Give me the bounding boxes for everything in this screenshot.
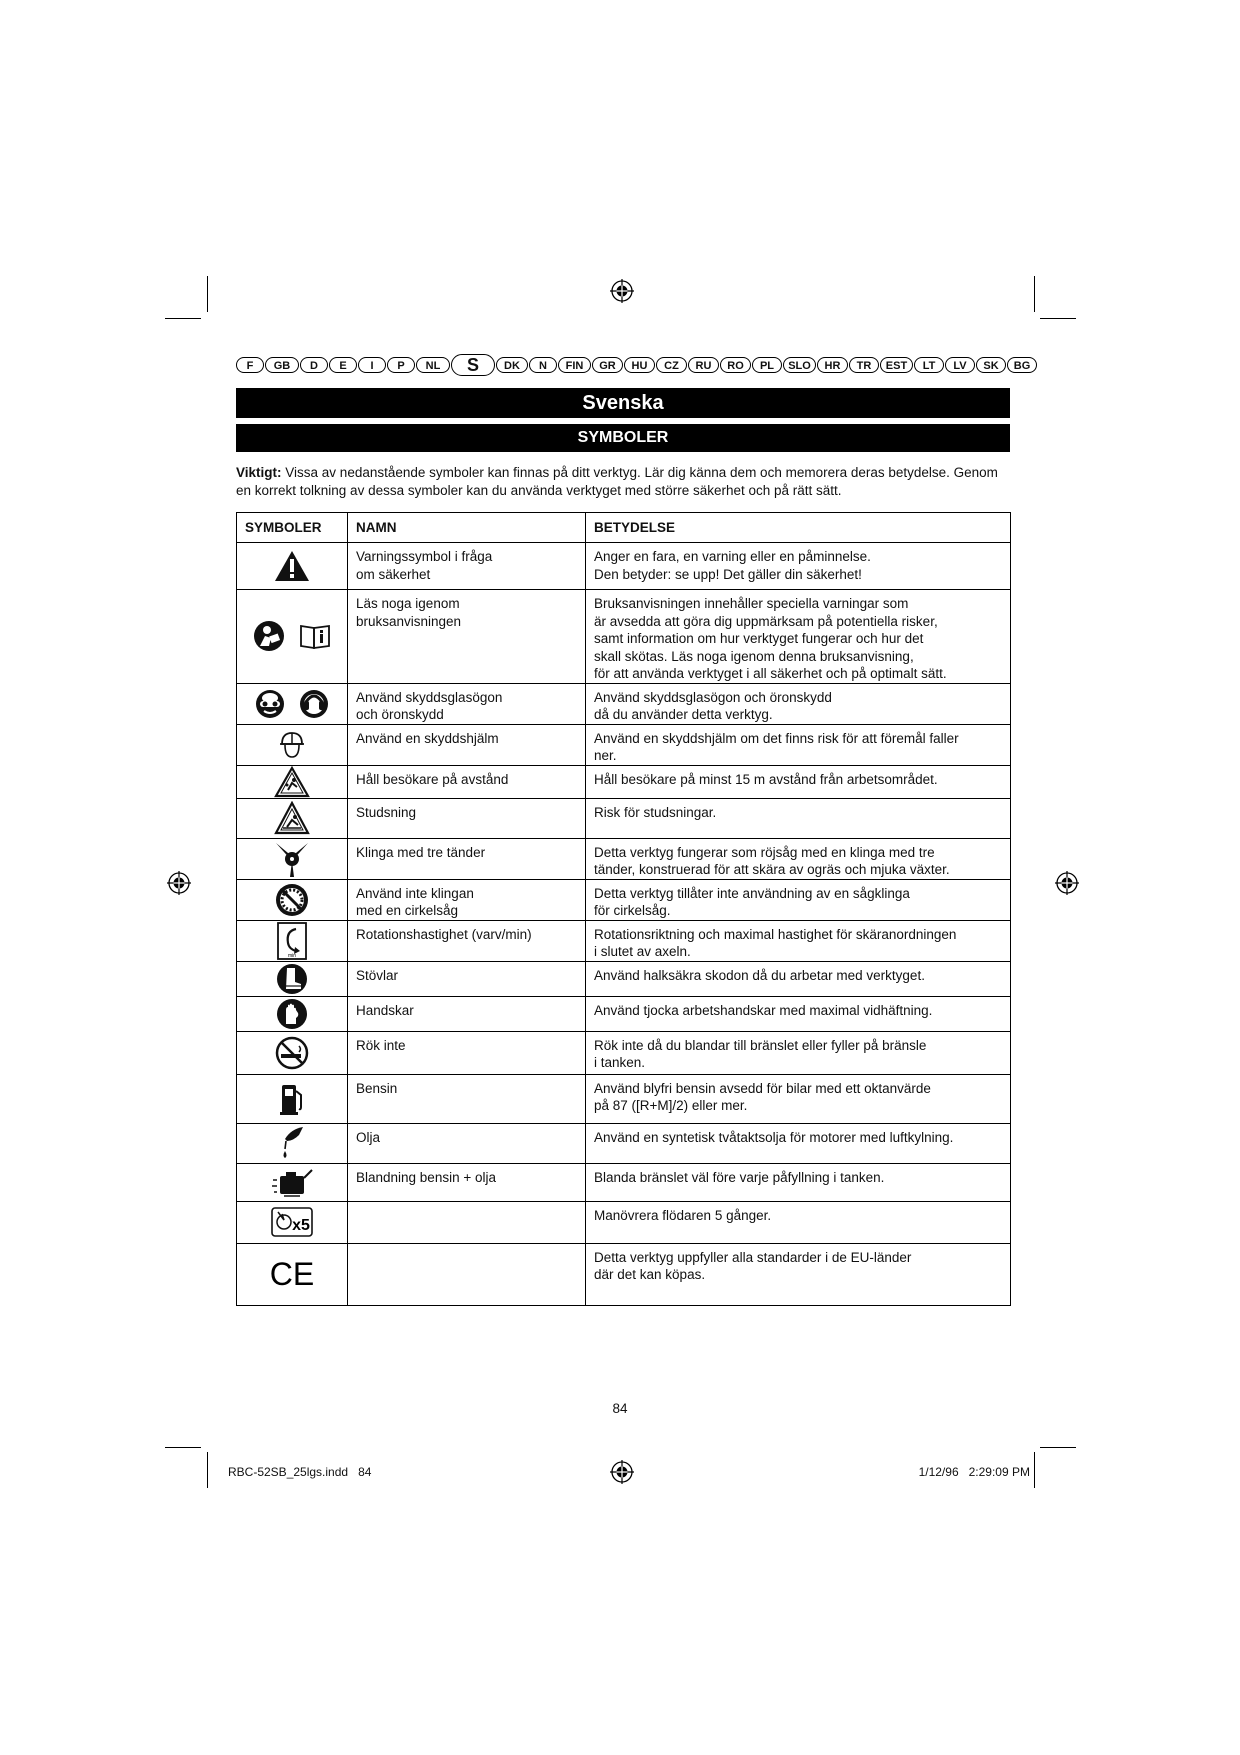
header-name: NAMN	[348, 513, 586, 543]
crop-mark	[165, 318, 201, 319]
symbol-cell	[237, 996, 348, 1031]
registration-mark-icon	[1055, 871, 1079, 895]
symbol-meaning: Detta verktyg uppfyller alla standarder i de EU-länder där det kan köpas.	[586, 1243, 1011, 1305]
language-tab-nl[interactable]: NL	[416, 357, 450, 373]
table-row	[237, 996, 1011, 1031]
crop-mark	[1040, 1447, 1076, 1448]
language-tab-lt[interactable]: LT	[914, 357, 944, 373]
symbol-meaning: Använd skyddsglasögon och öronskydd då du använder detta verktyg.	[586, 683, 1011, 724]
table-row	[237, 1243, 1011, 1305]
symbol-name: Använd inte klingan med en cirkelsåg	[348, 879, 586, 920]
table-row	[237, 543, 1011, 590]
language-tab-fin[interactable]: FIN	[558, 357, 591, 373]
crop-mark	[1034, 276, 1035, 312]
language-tab-i[interactable]: I	[358, 357, 386, 373]
symbol-meaning: Risk för studsningar.	[586, 798, 1011, 838]
warning-triangle-icon	[273, 549, 311, 583]
symbol-cell	[237, 1243, 348, 1305]
symbol-name: Läs noga igenom bruksanvisningen	[348, 590, 586, 684]
symbol-meaning: Använd en skyddshjälm om det finns risk för att föremål faller ner.	[586, 724, 1011, 765]
symbol-name: Håll besökare på avstånd	[348, 765, 586, 798]
symbol-name: Rotationshastighet (varv/min)	[348, 920, 586, 961]
header-symbols: SYMBOLER	[237, 513, 348, 543]
table-header-row	[237, 513, 1011, 543]
table-row	[237, 798, 1011, 838]
registration-mark-icon	[167, 871, 191, 895]
crop-mark	[1034, 1452, 1035, 1488]
symbol-name: Bensin	[348, 1074, 586, 1123]
ce-mark-icon	[270, 1258, 314, 1290]
table-row	[237, 1123, 1011, 1163]
language-tab-tr[interactable]: TR	[849, 357, 879, 373]
symbol-cell	[237, 543, 348, 590]
header-meaning: BETYDELSE	[586, 513, 1011, 543]
symbol-name	[348, 1201, 586, 1243]
table-row	[237, 1163, 1011, 1201]
table-row	[237, 724, 1011, 765]
symbol-meaning: Använd blyfri bensin avsedd för bilar med ett oktanvärde på 87 ([R+M]/2) eller mer.	[586, 1074, 1011, 1123]
symbol-name: Rök inte	[348, 1031, 586, 1074]
symbol-name: Klinga med tre tänder	[348, 838, 586, 879]
manual-book-icon	[298, 621, 332, 651]
symbol-name: Använd en skyddshjälm	[348, 724, 586, 765]
table-row	[237, 1031, 1011, 1074]
language-tab-sk[interactable]: SK	[976, 357, 1006, 373]
language-tab-bg[interactable]: BG	[1007, 357, 1037, 373]
language-tab-s[interactable]: S	[451, 354, 495, 376]
helmet-icon	[277, 729, 307, 761]
table-row	[237, 590, 1011, 684]
symbol-meaning: Manövrera flödaren 5 gånger.	[586, 1201, 1011, 1243]
registration-mark-icon	[610, 279, 634, 303]
symbol-cell	[237, 1201, 348, 1243]
symbol-name: Använd skyddsglasögon och öronskydd	[348, 683, 586, 724]
primer-multiplier-text: x5	[292, 1217, 310, 1234]
language-tab-pl[interactable]: PL	[752, 357, 782, 373]
language-tab-cz[interactable]: CZ	[656, 357, 687, 373]
crop-mark	[1040, 318, 1076, 319]
file-info: RBC-52SB_25lgs.indd 84	[228, 1465, 372, 1479]
crop-mark	[207, 1452, 208, 1488]
table-row	[237, 1201, 1011, 1243]
fuel-pump-icon	[278, 1081, 306, 1117]
no-circular-saw-blade-icon	[274, 882, 310, 918]
language-tab-gr[interactable]: GR	[592, 357, 623, 373]
symbol-name	[348, 1243, 586, 1305]
language-tab-gb[interactable]: GB	[265, 357, 299, 373]
boots-icon	[275, 962, 309, 996]
table-row	[237, 765, 1011, 798]
symbol-meaning: Detta verktyg fungerar som röjsåg med en klinga med tre tänder, konstruerad för att skära av ogräs och mjuka växter.	[586, 838, 1011, 879]
language-tab-f[interactable]: F	[236, 357, 264, 373]
symbol-cell	[237, 879, 348, 920]
symbol-cell	[237, 1031, 348, 1074]
symbol-meaning: Detta verktyg tillåter inte användning av en sågklinga för cirkelsåg.	[586, 879, 1011, 920]
language-tab-dk[interactable]: DK	[496, 357, 528, 373]
symbol-cell	[237, 1163, 348, 1201]
keep-bystanders-away-icon	[274, 766, 310, 798]
language-tab-hr[interactable]: HR	[817, 357, 848, 373]
symbol-cell	[237, 961, 348, 996]
symbol-meaning: Blanda bränslet väl före varje påfyllning i tanken.	[586, 1163, 1011, 1201]
symbol-meaning: Använd tjocka arbetshandskar med maximal vidhäftning.	[586, 996, 1011, 1031]
primer-bulb-x5-icon	[270, 1206, 314, 1238]
symbol-cell	[237, 920, 348, 961]
rotation-speed-icon	[276, 921, 308, 961]
symbol-meaning: Bruksanvisningen innehåller speciella varningar som är avsedda att göra dig uppmärksam på potentiella risker, samt information om hur verktyget fungerar och hur det skall skötas. Läs noga igenom denna bruksanvisning, för att använda verktyget i all säkerhet och på optimalt sätt.	[586, 590, 1011, 684]
read-manual-icon	[252, 619, 286, 653]
language-tab-ru[interactable]: RU	[688, 357, 719, 373]
crop-mark	[207, 276, 208, 312]
symbols-table	[236, 512, 1011, 1306]
language-tab-d[interactable]: D	[300, 357, 328, 373]
table-row	[237, 683, 1011, 724]
intro-label: Viktigt:	[236, 465, 282, 480]
language-tab-lv[interactable]: LV	[945, 357, 975, 373]
symbol-name: Studsning	[348, 798, 586, 838]
file-date: 1/12/96 2:29:09 PM	[918, 1465, 1030, 1479]
symbol-cell	[237, 1074, 348, 1123]
language-tab-slo[interactable]: SLO	[783, 357, 816, 373]
symbol-name: Blandning bensin + olja	[348, 1163, 586, 1201]
language-tab-n[interactable]: N	[529, 357, 557, 373]
symbol-cell	[237, 765, 348, 798]
ear-protection-icon	[298, 688, 330, 720]
registration-mark-icon	[610, 1460, 634, 1484]
safety-goggles-icon	[254, 688, 286, 720]
gloves-icon	[275, 997, 309, 1031]
no-smoking-icon	[275, 1036, 309, 1070]
crop-mark	[165, 1447, 201, 1448]
symbol-cell	[237, 798, 348, 838]
symbol-meaning: Rök inte då du blandar till bränslet eller fyller på bränsle i tanken.	[586, 1031, 1011, 1074]
table-row	[237, 920, 1011, 961]
symbol-meaning: Håll besökare på minst 15 m avstånd från arbetsområdet.	[586, 765, 1011, 798]
oil-drop-icon	[277, 1125, 307, 1161]
language-tab-hu[interactable]: HU	[624, 357, 655, 373]
language-bar	[236, 354, 1031, 376]
intro-paragraph	[236, 464, 1014, 500]
symbol-meaning: Använd en syntetisk tvåtaktsolja för motorer med luftkylning.	[586, 1123, 1011, 1163]
page-title: Svenska	[236, 388, 1010, 418]
ce-mark-text: CE	[270, 1258, 314, 1290]
symbol-meaning: Använd halksäkra skodon då du arbetar med verktyget.	[586, 961, 1011, 996]
kickback-icon	[274, 801, 310, 835]
symbol-cell	[237, 683, 348, 724]
symbol-meaning: Rotationsriktning och maximal hastighet för skäranordningen i slutet av axeln.	[586, 920, 1011, 961]
symbol-name: Varningssymbol i fråga om säkerhet	[348, 543, 586, 590]
intro-text: Vissa av nedanstående symboler kan finnas på ditt verktyg. Lär dig känna dem och memorera deras betydelse. Genom en korrekt tolkning av dessa symboler kan du använda verktyget med större säkerhet och på rätt sätt.	[236, 465, 998, 498]
symbol-cell	[237, 590, 348, 684]
table-row	[237, 879, 1011, 920]
three-tooth-blade-icon	[272, 839, 312, 879]
page-number: 84	[612, 1401, 628, 1416]
symbol-cell	[237, 724, 348, 765]
table-row	[237, 838, 1011, 879]
symbol-meaning: Anger en fara, en varning eller en påminnelse. Den betyder: se upp! Det gäller din säkerhet!	[586, 543, 1011, 590]
table-row	[237, 961, 1011, 996]
symbol-cell	[237, 838, 348, 879]
symbol-name: Handskar	[348, 996, 586, 1031]
language-tab-p[interactable]: P	[387, 357, 415, 373]
table-row	[237, 1074, 1011, 1123]
language-tab-e[interactable]: E	[329, 357, 357, 373]
language-tab-est[interactable]: EST	[880, 357, 913, 373]
symbol-name: Stövlar	[348, 961, 586, 996]
symbol-name: Olja	[348, 1123, 586, 1163]
language-tab-ro[interactable]: RO	[720, 357, 751, 373]
symbol-cell	[237, 1123, 348, 1163]
fuel-mix-can-icon	[270, 1164, 314, 1200]
svg-text:min: min	[287, 952, 297, 959]
section-heading: SYMBOLER	[236, 424, 1010, 452]
